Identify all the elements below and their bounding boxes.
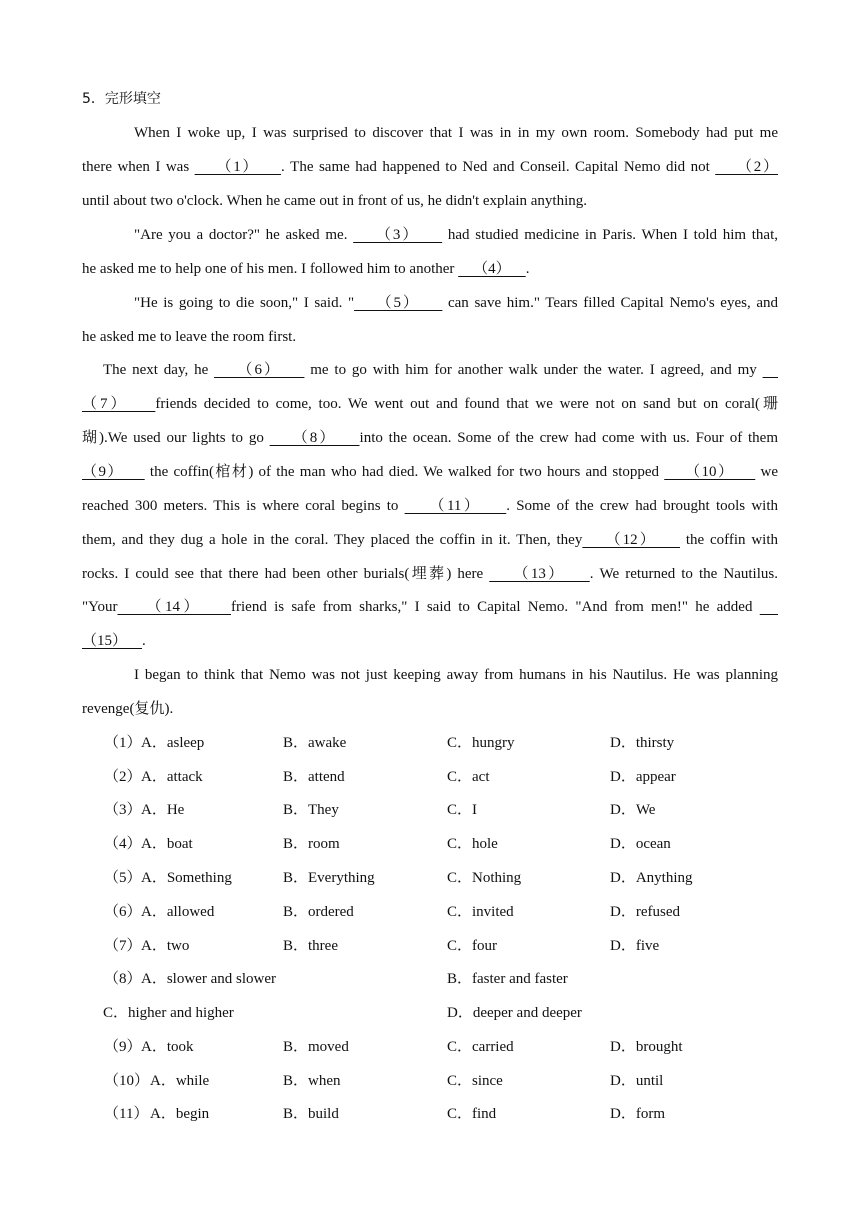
option-number: （4） (104, 836, 142, 852)
option-c[interactable]: C．I (447, 802, 478, 818)
blank-1[interactable]: （1） (194, 159, 281, 175)
option-a[interactable]: A．boat (141, 836, 193, 852)
passage-text: reached 300 meters. This is where coral begins to (82, 498, 405, 514)
option-c[interactable]: C．Nothing (447, 870, 522, 886)
passage-line (82, 157, 778, 177)
passage-text: them, and they dug a hole in the coral. They placed the coffin in it. Then, they (82, 532, 583, 548)
option-d[interactable]: D．ocean (610, 836, 671, 852)
option-a[interactable]: A．slower and slower (141, 971, 276, 987)
passage-text: me to go with him for another walk under the water. I agreed, and my (304, 362, 763, 378)
option-a[interactable]: A．attack (141, 769, 203, 785)
blank-9[interactable]: （9） (82, 464, 145, 480)
passage-text: we (755, 464, 778, 480)
option-number: （9） (104, 1039, 142, 1055)
passage-text: . (525, 261, 530, 277)
option-a[interactable]: A．He (141, 802, 185, 818)
blank-14[interactable]: （14） (117, 599, 231, 615)
option-number: （1） (104, 735, 142, 751)
passage-line (82, 462, 778, 482)
passage-text: "Are you a doctor?" he asked me. (134, 227, 354, 243)
blank-15[interactable]: （15） (82, 633, 143, 649)
blank-4[interactable]: （4） (458, 261, 526, 277)
option-number: （8） (104, 971, 142, 987)
passage-text: into the ocean. Some of the crew had come with us. Four of them (359, 430, 778, 446)
passage-text: friends decided to come, too. We went out and found that we were not on sand but on coral(珊 (155, 396, 778, 412)
option-a[interactable]: A．asleep (141, 735, 205, 751)
option-d[interactable]: D．Anything (610, 870, 693, 886)
passage-text: he asked me to help one of his men. I followed him to another (82, 261, 459, 277)
blank-10[interactable]: （10） (664, 464, 756, 480)
option-d[interactable]: D．five (610, 938, 660, 954)
option-c[interactable]: C．act (447, 769, 490, 785)
option-d[interactable]: D．brought (610, 1039, 683, 1055)
blank-12[interactable]: （12） (582, 532, 681, 548)
option-number: （2） (104, 769, 142, 785)
option-number: （10） (104, 1073, 150, 1089)
option-number: （11） (104, 1106, 149, 1122)
passage-line (82, 530, 778, 550)
option-a[interactable]: A．Something (141, 870, 232, 886)
passage-text: rocks. I could see that there had been other burials(埋葬) here (82, 566, 490, 582)
blank-15-start[interactable] (760, 599, 778, 615)
option-b[interactable]: B．awake (283, 735, 347, 751)
option-d[interactable]: D．refused (610, 904, 680, 920)
option-d[interactable]: D．We (610, 802, 656, 818)
option-a[interactable]: A．begin (150, 1106, 210, 1122)
passage-line (134, 225, 778, 245)
passage-line (82, 631, 778, 651)
blank-5[interactable]: （5） (354, 295, 443, 311)
passage-text: the coffin(棺材) of the man who had died. We walked for two hours and stopped (144, 464, 665, 480)
option-d[interactable]: D．form (610, 1106, 665, 1122)
option-number: （3） (104, 802, 142, 818)
passage-line (82, 564, 778, 584)
passage-line: until about two o'clock. When he came out in front of us, he didn't explain anything. (82, 193, 588, 209)
passage-line (82, 496, 778, 516)
passage-text: . (142, 633, 146, 649)
passage-text: . Some of the crew had brought tools with (506, 498, 778, 514)
blank-3[interactable]: （3） (353, 227, 443, 243)
option-d[interactable]: D．deeper and deeper (447, 1005, 582, 1021)
passage-text: . We returned to the Nautilus. (589, 566, 778, 582)
passage-text: the coffin with (680, 532, 778, 548)
passage-line: revenge(复仇). (82, 701, 174, 717)
option-c[interactable]: C．hole (447, 836, 498, 852)
option-c[interactable]: C．since (447, 1073, 503, 1089)
passage-text: "He is going to die soon," I said. " (134, 295, 355, 311)
passage-text: friend is safe from sharks," I said to Capital Nemo. "And from men!" he added (231, 599, 760, 615)
option-b[interactable]: B．attend (283, 769, 345, 785)
passage-text: . The same had happened to Ned and Conseil. Capital Nemo did not (280, 159, 716, 175)
passage-line (82, 394, 778, 414)
passage-text: "Your (82, 599, 118, 615)
option-b[interactable]: B．build (283, 1106, 339, 1122)
option-b[interactable]: B．ordered (283, 904, 354, 920)
option-c[interactable]: C．invited (447, 904, 514, 920)
passage-text: there when I was (82, 159, 195, 175)
option-c[interactable]: C．hungry (447, 735, 515, 751)
option-b[interactable]: B．They (283, 802, 339, 818)
passage-line: I began to think that Nemo was not just keeping away from humans in his Nautilus. He was planning (134, 667, 778, 683)
blank-7[interactable]: （7） (82, 396, 156, 412)
option-d[interactable]: D．until (610, 1073, 664, 1089)
option-c[interactable]: C．carried (447, 1039, 514, 1055)
option-b[interactable]: B．Everything (283, 870, 375, 886)
passage-line: When I woke up, I was surprised to discover that I was in in my own room. Somebody had put me (134, 125, 778, 141)
option-d[interactable]: D．appear (610, 769, 676, 785)
blank-8[interactable]: （8） (269, 430, 360, 446)
option-b[interactable]: B．moved (283, 1039, 349, 1055)
option-a[interactable]: A．took (141, 1039, 194, 1055)
passage-text: The next day, he (103, 362, 215, 378)
passage-line (103, 360, 778, 380)
blank-11[interactable]: （11） (404, 498, 507, 514)
option-number: （7） (104, 938, 142, 954)
question-title: 5．完形填空 (82, 91, 161, 107)
blank-2[interactable]: （2） (715, 159, 778, 175)
blank-6[interactable]: （6） (214, 362, 305, 378)
passage-line: he asked me to leave the room first. (82, 329, 297, 345)
blank-7-start[interactable] (763, 362, 778, 378)
passage-line (82, 428, 778, 448)
option-c[interactable]: C．four (447, 938, 497, 954)
option-b[interactable]: B．faster and faster (447, 971, 568, 987)
option-d[interactable]: D．thirsty (610, 735, 675, 751)
option-b[interactable]: B．three (283, 938, 338, 954)
passage-line (82, 597, 778, 617)
passage-line (134, 293, 778, 313)
option-b[interactable]: B．room (283, 836, 340, 852)
option-c[interactable]: C．find (447, 1106, 497, 1122)
passage-text: had studied medicine in Paris. When I told him that, (442, 227, 778, 243)
passage-text: can save him." Tears filled Capital Nemo's eyes, and (442, 295, 778, 311)
option-number: （5） (104, 870, 142, 886)
option-number: （6） (104, 904, 142, 920)
option-a[interactable]: A．while (150, 1073, 210, 1089)
blank-13[interactable]: （13） (489, 566, 590, 582)
option-a[interactable]: A．two (141, 938, 190, 954)
passage-line (82, 259, 778, 279)
option-a[interactable]: A．allowed (141, 904, 215, 920)
option-c[interactable]: C．higher and higher (103, 1005, 234, 1021)
option-b[interactable]: B．when (283, 1073, 341, 1089)
passage-text: 瑚).We used our lights to go (82, 430, 270, 446)
